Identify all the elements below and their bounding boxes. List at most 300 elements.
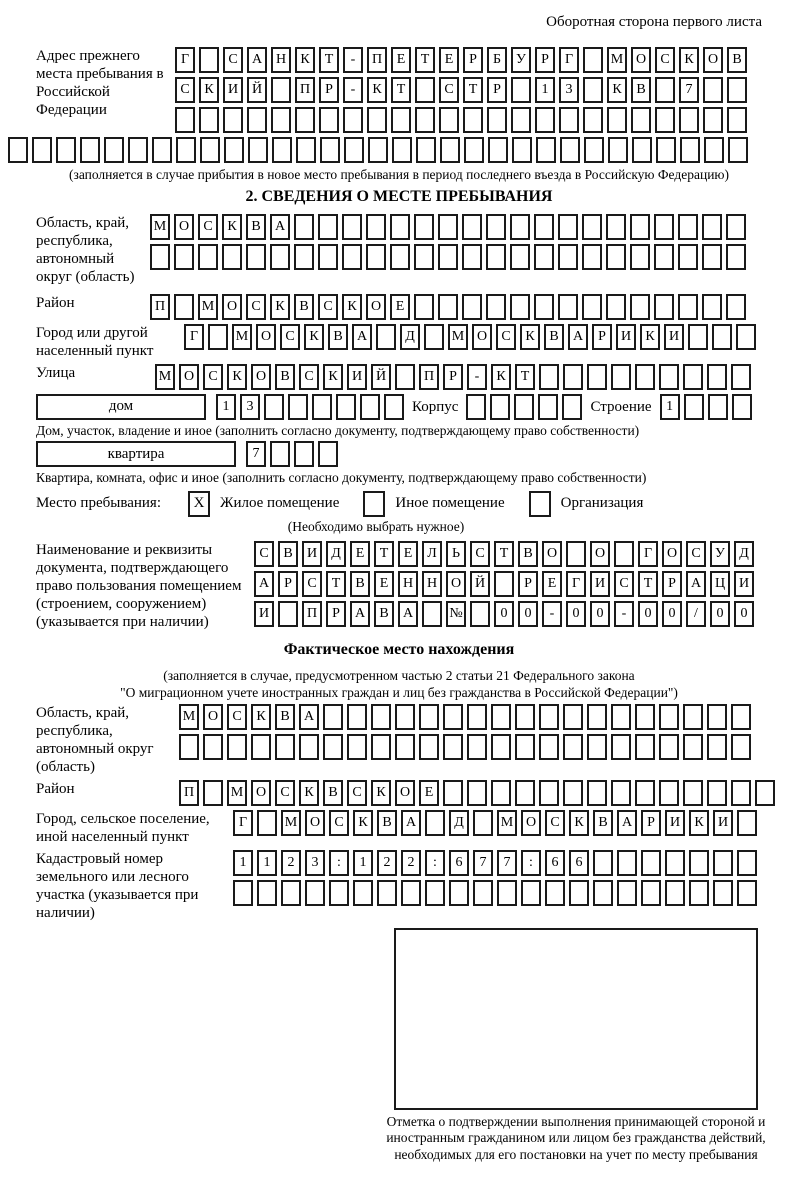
char-box[interactable] bbox=[439, 107, 459, 133]
char-box[interactable] bbox=[563, 734, 583, 760]
char-box[interactable] bbox=[688, 324, 708, 350]
char-box[interactable]: Е bbox=[398, 541, 418, 567]
char-box[interactable] bbox=[312, 394, 332, 420]
char-box[interactable]: : bbox=[329, 850, 349, 876]
char-box[interactable]: 1 bbox=[535, 77, 555, 103]
char-box[interactable] bbox=[641, 880, 661, 906]
char-box[interactable] bbox=[443, 704, 463, 730]
char-box[interactable]: И bbox=[616, 324, 636, 350]
char-box[interactable]: О bbox=[174, 214, 194, 240]
char-box[interactable] bbox=[539, 704, 559, 730]
char-box[interactable] bbox=[223, 107, 243, 133]
char-box[interactable] bbox=[659, 734, 679, 760]
char-box[interactable]: Е bbox=[350, 541, 370, 567]
char-box[interactable] bbox=[174, 294, 194, 320]
char-box[interactable]: А bbox=[401, 810, 421, 836]
char-box[interactable]: К bbox=[304, 324, 324, 350]
char-box[interactable]: О bbox=[222, 294, 242, 320]
char-box[interactable]: О bbox=[179, 364, 199, 390]
char-box[interactable] bbox=[679, 107, 699, 133]
char-box[interactable]: Й bbox=[247, 77, 267, 103]
char-box[interactable]: 1 bbox=[257, 850, 277, 876]
char-box[interactable]: Ь bbox=[446, 541, 466, 567]
char-box[interactable] bbox=[473, 880, 493, 906]
char-box[interactable] bbox=[559, 107, 579, 133]
char-box[interactable] bbox=[684, 394, 704, 420]
char-box[interactable]: 0 bbox=[590, 601, 610, 627]
char-box[interactable] bbox=[424, 324, 444, 350]
char-box[interactable] bbox=[104, 137, 124, 163]
char-box[interactable] bbox=[200, 137, 220, 163]
char-box[interactable] bbox=[401, 880, 421, 906]
char-box[interactable]: 0 bbox=[566, 601, 586, 627]
char-box[interactable]: О bbox=[446, 571, 466, 597]
char-box[interactable] bbox=[593, 850, 613, 876]
char-box[interactable] bbox=[587, 364, 607, 390]
char-box[interactable]: В bbox=[727, 47, 747, 73]
char-box[interactable] bbox=[707, 780, 727, 806]
char-box[interactable]: К bbox=[299, 780, 319, 806]
char-box[interactable]: М bbox=[607, 47, 627, 73]
char-box[interactable] bbox=[659, 364, 679, 390]
char-box[interactable] bbox=[727, 77, 747, 103]
char-box[interactable]: Т bbox=[319, 47, 339, 73]
char-box[interactable] bbox=[360, 394, 380, 420]
char-box[interactable]: 3 bbox=[305, 850, 325, 876]
char-box[interactable] bbox=[708, 394, 728, 420]
char-box[interactable] bbox=[319, 107, 339, 133]
char-box[interactable]: В bbox=[275, 364, 295, 390]
char-box[interactable] bbox=[425, 810, 445, 836]
char-box[interactable]: 6 bbox=[449, 850, 469, 876]
char-box[interactable]: П bbox=[367, 47, 387, 73]
char-box[interactable] bbox=[630, 244, 650, 270]
char-box[interactable]: О bbox=[590, 541, 610, 567]
checkbox-other-premises[interactable] bbox=[363, 491, 385, 517]
char-box[interactable] bbox=[179, 734, 199, 760]
char-box[interactable]: В bbox=[275, 704, 295, 730]
char-box[interactable]: П bbox=[150, 294, 170, 320]
char-box[interactable] bbox=[294, 441, 314, 467]
char-box[interactable]: М bbox=[448, 324, 468, 350]
char-box[interactable]: А bbox=[299, 704, 319, 730]
char-box[interactable] bbox=[727, 107, 747, 133]
char-box[interactable]: О bbox=[662, 541, 682, 567]
char-box[interactable]: Ц bbox=[710, 571, 730, 597]
char-box[interactable]: С bbox=[686, 541, 706, 567]
char-box[interactable] bbox=[617, 880, 637, 906]
char-box[interactable] bbox=[726, 244, 746, 270]
char-box[interactable]: 6 bbox=[569, 850, 589, 876]
char-box[interactable] bbox=[703, 77, 723, 103]
char-box[interactable] bbox=[257, 880, 277, 906]
char-box[interactable]: Й bbox=[470, 571, 490, 597]
char-box[interactable]: Т bbox=[374, 541, 394, 567]
char-box[interactable]: С bbox=[318, 294, 338, 320]
char-box[interactable]: Н bbox=[271, 47, 291, 73]
char-box[interactable] bbox=[593, 880, 613, 906]
char-box[interactable] bbox=[467, 734, 487, 760]
char-box[interactable]: К bbox=[227, 364, 247, 390]
char-box[interactable] bbox=[323, 704, 343, 730]
char-box[interactable]: / bbox=[686, 601, 706, 627]
char-box[interactable] bbox=[665, 880, 685, 906]
char-box[interactable] bbox=[198, 244, 218, 270]
char-box[interactable]: Е bbox=[390, 294, 410, 320]
char-box[interactable] bbox=[630, 214, 650, 240]
char-box[interactable] bbox=[731, 780, 751, 806]
char-box[interactable]: 3 bbox=[240, 394, 260, 420]
char-box[interactable] bbox=[344, 137, 364, 163]
char-box[interactable] bbox=[534, 294, 554, 320]
char-box[interactable]: М bbox=[155, 364, 175, 390]
char-box[interactable]: А bbox=[686, 571, 706, 597]
char-box[interactable] bbox=[521, 880, 541, 906]
char-box[interactable]: В bbox=[377, 810, 397, 836]
char-box[interactable] bbox=[731, 734, 751, 760]
char-box[interactable] bbox=[342, 214, 362, 240]
char-box[interactable]: Г bbox=[566, 571, 586, 597]
char-box[interactable] bbox=[736, 324, 756, 350]
char-box[interactable]: С bbox=[470, 541, 490, 567]
char-box[interactable]: Б bbox=[487, 47, 507, 73]
char-box[interactable] bbox=[416, 137, 436, 163]
char-box[interactable] bbox=[491, 780, 511, 806]
char-box[interactable]: 2 bbox=[281, 850, 301, 876]
char-box[interactable]: С bbox=[198, 214, 218, 240]
char-box[interactable]: В bbox=[593, 810, 613, 836]
char-box[interactable]: - bbox=[614, 601, 634, 627]
char-box[interactable]: К bbox=[689, 810, 709, 836]
char-box[interactable] bbox=[582, 244, 602, 270]
char-box[interactable] bbox=[731, 704, 751, 730]
char-box[interactable] bbox=[582, 214, 602, 240]
char-box[interactable] bbox=[199, 47, 219, 73]
char-box[interactable] bbox=[538, 394, 558, 420]
char-box[interactable]: 0 bbox=[494, 601, 514, 627]
char-box[interactable]: М bbox=[150, 214, 170, 240]
char-box[interactable]: Д bbox=[449, 810, 469, 836]
char-box[interactable] bbox=[563, 364, 583, 390]
char-box[interactable] bbox=[395, 734, 415, 760]
char-box[interactable]: П bbox=[302, 601, 322, 627]
char-box[interactable] bbox=[665, 850, 685, 876]
char-box[interactable]: А bbox=[247, 47, 267, 73]
char-box[interactable]: К bbox=[520, 324, 540, 350]
char-box[interactable] bbox=[222, 244, 242, 270]
char-box[interactable]: Р bbox=[443, 364, 463, 390]
char-box[interactable] bbox=[56, 137, 76, 163]
char-box[interactable] bbox=[462, 244, 482, 270]
char-box[interactable] bbox=[656, 137, 676, 163]
char-box[interactable] bbox=[414, 244, 434, 270]
char-box[interactable] bbox=[563, 780, 583, 806]
char-box[interactable]: - bbox=[343, 47, 363, 73]
char-box[interactable]: К bbox=[251, 704, 271, 730]
char-box[interactable] bbox=[371, 704, 391, 730]
char-box[interactable] bbox=[539, 734, 559, 760]
char-box[interactable] bbox=[366, 244, 386, 270]
char-box[interactable] bbox=[512, 137, 532, 163]
char-box[interactable] bbox=[295, 107, 315, 133]
char-box[interactable]: С bbox=[496, 324, 516, 350]
char-box[interactable]: 7 bbox=[679, 77, 699, 103]
char-box[interactable] bbox=[128, 137, 148, 163]
char-box[interactable] bbox=[510, 214, 530, 240]
char-box[interactable] bbox=[511, 107, 531, 133]
char-box[interactable] bbox=[683, 780, 703, 806]
char-box[interactable]: И bbox=[302, 541, 322, 567]
char-box[interactable] bbox=[654, 294, 674, 320]
char-box[interactable] bbox=[712, 324, 732, 350]
char-box[interactable] bbox=[384, 394, 404, 420]
char-box[interactable]: Т bbox=[415, 47, 435, 73]
char-box[interactable] bbox=[569, 880, 589, 906]
char-box[interactable]: Г bbox=[233, 810, 253, 836]
char-box[interactable] bbox=[271, 107, 291, 133]
char-box[interactable] bbox=[490, 394, 510, 420]
char-box[interactable]: С bbox=[227, 704, 247, 730]
char-box[interactable] bbox=[175, 107, 195, 133]
char-box[interactable]: Р bbox=[319, 77, 339, 103]
char-box[interactable] bbox=[659, 704, 679, 730]
char-box[interactable] bbox=[704, 137, 724, 163]
char-box[interactable] bbox=[395, 364, 415, 390]
char-box[interactable]: Д bbox=[326, 541, 346, 567]
char-box[interactable]: А bbox=[254, 571, 274, 597]
char-box[interactable]: : bbox=[425, 850, 445, 876]
char-box[interactable] bbox=[707, 734, 727, 760]
char-box[interactable] bbox=[583, 47, 603, 73]
char-box[interactable] bbox=[438, 244, 458, 270]
char-box[interactable]: И bbox=[713, 810, 733, 836]
char-box[interactable] bbox=[32, 137, 52, 163]
char-box[interactable] bbox=[438, 214, 458, 240]
char-box[interactable] bbox=[631, 107, 651, 133]
char-box[interactable]: И bbox=[664, 324, 684, 350]
char-box[interactable] bbox=[371, 734, 391, 760]
char-box[interactable]: О bbox=[366, 294, 386, 320]
char-box[interactable]: У bbox=[511, 47, 531, 73]
char-box[interactable] bbox=[611, 364, 631, 390]
char-box[interactable] bbox=[534, 214, 554, 240]
char-box[interactable]: В bbox=[374, 601, 394, 627]
char-box[interactable]: П bbox=[295, 77, 315, 103]
char-box[interactable] bbox=[275, 734, 295, 760]
char-box[interactable] bbox=[419, 734, 439, 760]
char-box[interactable] bbox=[510, 294, 530, 320]
char-box[interactable] bbox=[251, 734, 271, 760]
char-box[interactable] bbox=[614, 541, 634, 567]
char-box[interactable]: А bbox=[568, 324, 588, 350]
char-box[interactable] bbox=[655, 77, 675, 103]
char-box[interactable] bbox=[607, 107, 627, 133]
char-box[interactable] bbox=[737, 850, 757, 876]
char-box[interactable]: И bbox=[734, 571, 754, 597]
char-box[interactable] bbox=[726, 294, 746, 320]
char-box[interactable] bbox=[732, 394, 752, 420]
char-box[interactable] bbox=[270, 441, 290, 467]
char-box[interactable] bbox=[678, 244, 698, 270]
char-box[interactable] bbox=[683, 704, 703, 730]
char-box[interactable] bbox=[678, 294, 698, 320]
char-box[interactable]: Е bbox=[391, 47, 411, 73]
char-box[interactable] bbox=[630, 294, 650, 320]
char-box[interactable]: М bbox=[227, 780, 247, 806]
char-box[interactable] bbox=[233, 880, 253, 906]
char-box[interactable] bbox=[497, 880, 517, 906]
char-box[interactable] bbox=[294, 214, 314, 240]
char-box[interactable] bbox=[80, 137, 100, 163]
char-box[interactable] bbox=[635, 780, 655, 806]
char-box[interactable]: Н bbox=[422, 571, 442, 597]
char-box[interactable] bbox=[635, 364, 655, 390]
char-box[interactable] bbox=[443, 734, 463, 760]
char-box[interactable]: И bbox=[223, 77, 243, 103]
char-box[interactable]: К bbox=[353, 810, 373, 836]
char-box[interactable] bbox=[713, 880, 733, 906]
char-box[interactable] bbox=[680, 137, 700, 163]
char-box[interactable] bbox=[278, 601, 298, 627]
char-box[interactable] bbox=[305, 880, 325, 906]
char-box[interactable]: О bbox=[472, 324, 492, 350]
char-box[interactable]: К bbox=[323, 364, 343, 390]
char-box[interactable]: № bbox=[446, 601, 466, 627]
char-box[interactable] bbox=[342, 244, 362, 270]
char-box[interactable] bbox=[203, 780, 223, 806]
char-box[interactable]: В bbox=[323, 780, 343, 806]
char-box[interactable] bbox=[539, 780, 559, 806]
char-box[interactable] bbox=[227, 734, 247, 760]
char-box[interactable]: Р bbox=[278, 571, 298, 597]
char-box[interactable]: С bbox=[545, 810, 565, 836]
char-box[interactable] bbox=[606, 214, 626, 240]
char-box[interactable] bbox=[486, 294, 506, 320]
char-box[interactable] bbox=[560, 137, 580, 163]
char-box[interactable] bbox=[617, 850, 637, 876]
char-box[interactable]: П bbox=[419, 364, 439, 390]
char-box[interactable]: П bbox=[179, 780, 199, 806]
char-box[interactable] bbox=[390, 244, 410, 270]
char-box[interactable] bbox=[755, 780, 775, 806]
char-box[interactable]: Й bbox=[371, 364, 391, 390]
char-box[interactable] bbox=[419, 704, 439, 730]
char-box[interactable] bbox=[470, 601, 490, 627]
char-box[interactable] bbox=[174, 244, 194, 270]
char-box[interactable] bbox=[608, 137, 628, 163]
char-box[interactable]: К bbox=[679, 47, 699, 73]
char-box[interactable]: Р bbox=[662, 571, 682, 597]
char-box[interactable]: 1 bbox=[216, 394, 236, 420]
char-box[interactable]: Р bbox=[487, 77, 507, 103]
char-box[interactable] bbox=[366, 214, 386, 240]
char-box[interactable]: Д bbox=[400, 324, 420, 350]
char-box[interactable]: 0 bbox=[638, 601, 658, 627]
char-box[interactable]: Т bbox=[391, 77, 411, 103]
char-box[interactable] bbox=[343, 107, 363, 133]
char-box[interactable] bbox=[535, 107, 555, 133]
char-box[interactable]: Р bbox=[518, 571, 538, 597]
char-box[interactable] bbox=[515, 734, 535, 760]
char-box[interactable] bbox=[683, 734, 703, 760]
char-box[interactable] bbox=[731, 364, 751, 390]
char-box[interactable]: О bbox=[251, 780, 271, 806]
char-box[interactable] bbox=[491, 704, 511, 730]
char-box[interactable]: Е bbox=[419, 780, 439, 806]
char-box[interactable]: 0 bbox=[518, 601, 538, 627]
char-box[interactable] bbox=[294, 244, 314, 270]
char-box[interactable] bbox=[368, 137, 388, 163]
char-box[interactable] bbox=[415, 107, 435, 133]
char-box[interactable]: Р bbox=[326, 601, 346, 627]
char-box[interactable]: С bbox=[302, 571, 322, 597]
char-box[interactable] bbox=[655, 107, 675, 133]
char-box[interactable] bbox=[587, 734, 607, 760]
char-box[interactable] bbox=[288, 394, 308, 420]
char-box[interactable] bbox=[584, 137, 604, 163]
char-box[interactable]: С bbox=[655, 47, 675, 73]
char-box[interactable] bbox=[463, 107, 483, 133]
char-box[interactable]: 7 bbox=[497, 850, 517, 876]
char-box[interactable]: К bbox=[199, 77, 219, 103]
char-box[interactable]: Т bbox=[494, 541, 514, 567]
char-box[interactable]: И bbox=[665, 810, 685, 836]
char-box[interactable]: Т bbox=[638, 571, 658, 597]
char-box[interactable] bbox=[737, 880, 757, 906]
char-box[interactable] bbox=[641, 850, 661, 876]
char-box[interactable] bbox=[654, 214, 674, 240]
char-box[interactable]: А bbox=[352, 324, 372, 350]
char-box[interactable]: 3 bbox=[559, 77, 579, 103]
char-box[interactable] bbox=[390, 214, 410, 240]
char-box[interactable]: 7 bbox=[473, 850, 493, 876]
char-box[interactable] bbox=[545, 880, 565, 906]
char-box[interactable] bbox=[353, 880, 373, 906]
char-box[interactable]: С bbox=[280, 324, 300, 350]
char-box[interactable]: М bbox=[281, 810, 301, 836]
char-box[interactable] bbox=[376, 324, 396, 350]
char-box[interactable]: М bbox=[232, 324, 252, 350]
char-box[interactable] bbox=[488, 137, 508, 163]
char-box[interactable] bbox=[558, 214, 578, 240]
char-box[interactable]: Г bbox=[184, 324, 204, 350]
char-box[interactable] bbox=[320, 137, 340, 163]
char-box[interactable]: О bbox=[203, 704, 223, 730]
char-box[interactable] bbox=[611, 734, 631, 760]
house-type-box[interactable]: дом bbox=[36, 394, 206, 420]
char-box[interactable] bbox=[539, 364, 559, 390]
char-box[interactable]: О bbox=[703, 47, 723, 73]
char-box[interactable] bbox=[563, 704, 583, 730]
char-box[interactable]: И bbox=[590, 571, 610, 597]
char-box[interactable]: Е bbox=[439, 47, 459, 73]
char-box[interactable] bbox=[425, 880, 445, 906]
char-box[interactable]: 6 bbox=[545, 850, 565, 876]
char-box[interactable] bbox=[248, 137, 268, 163]
char-box[interactable]: Н bbox=[398, 571, 418, 597]
char-box[interactable]: К bbox=[295, 47, 315, 73]
char-box[interactable] bbox=[511, 77, 531, 103]
char-box[interactable] bbox=[246, 244, 266, 270]
char-box[interactable]: С bbox=[275, 780, 295, 806]
char-box[interactable]: С bbox=[203, 364, 223, 390]
char-box[interactable] bbox=[587, 780, 607, 806]
char-box[interactable] bbox=[473, 810, 493, 836]
char-box[interactable] bbox=[702, 244, 722, 270]
char-box[interactable]: К bbox=[640, 324, 660, 350]
char-box[interactable]: С bbox=[329, 810, 349, 836]
char-box[interactable] bbox=[395, 704, 415, 730]
